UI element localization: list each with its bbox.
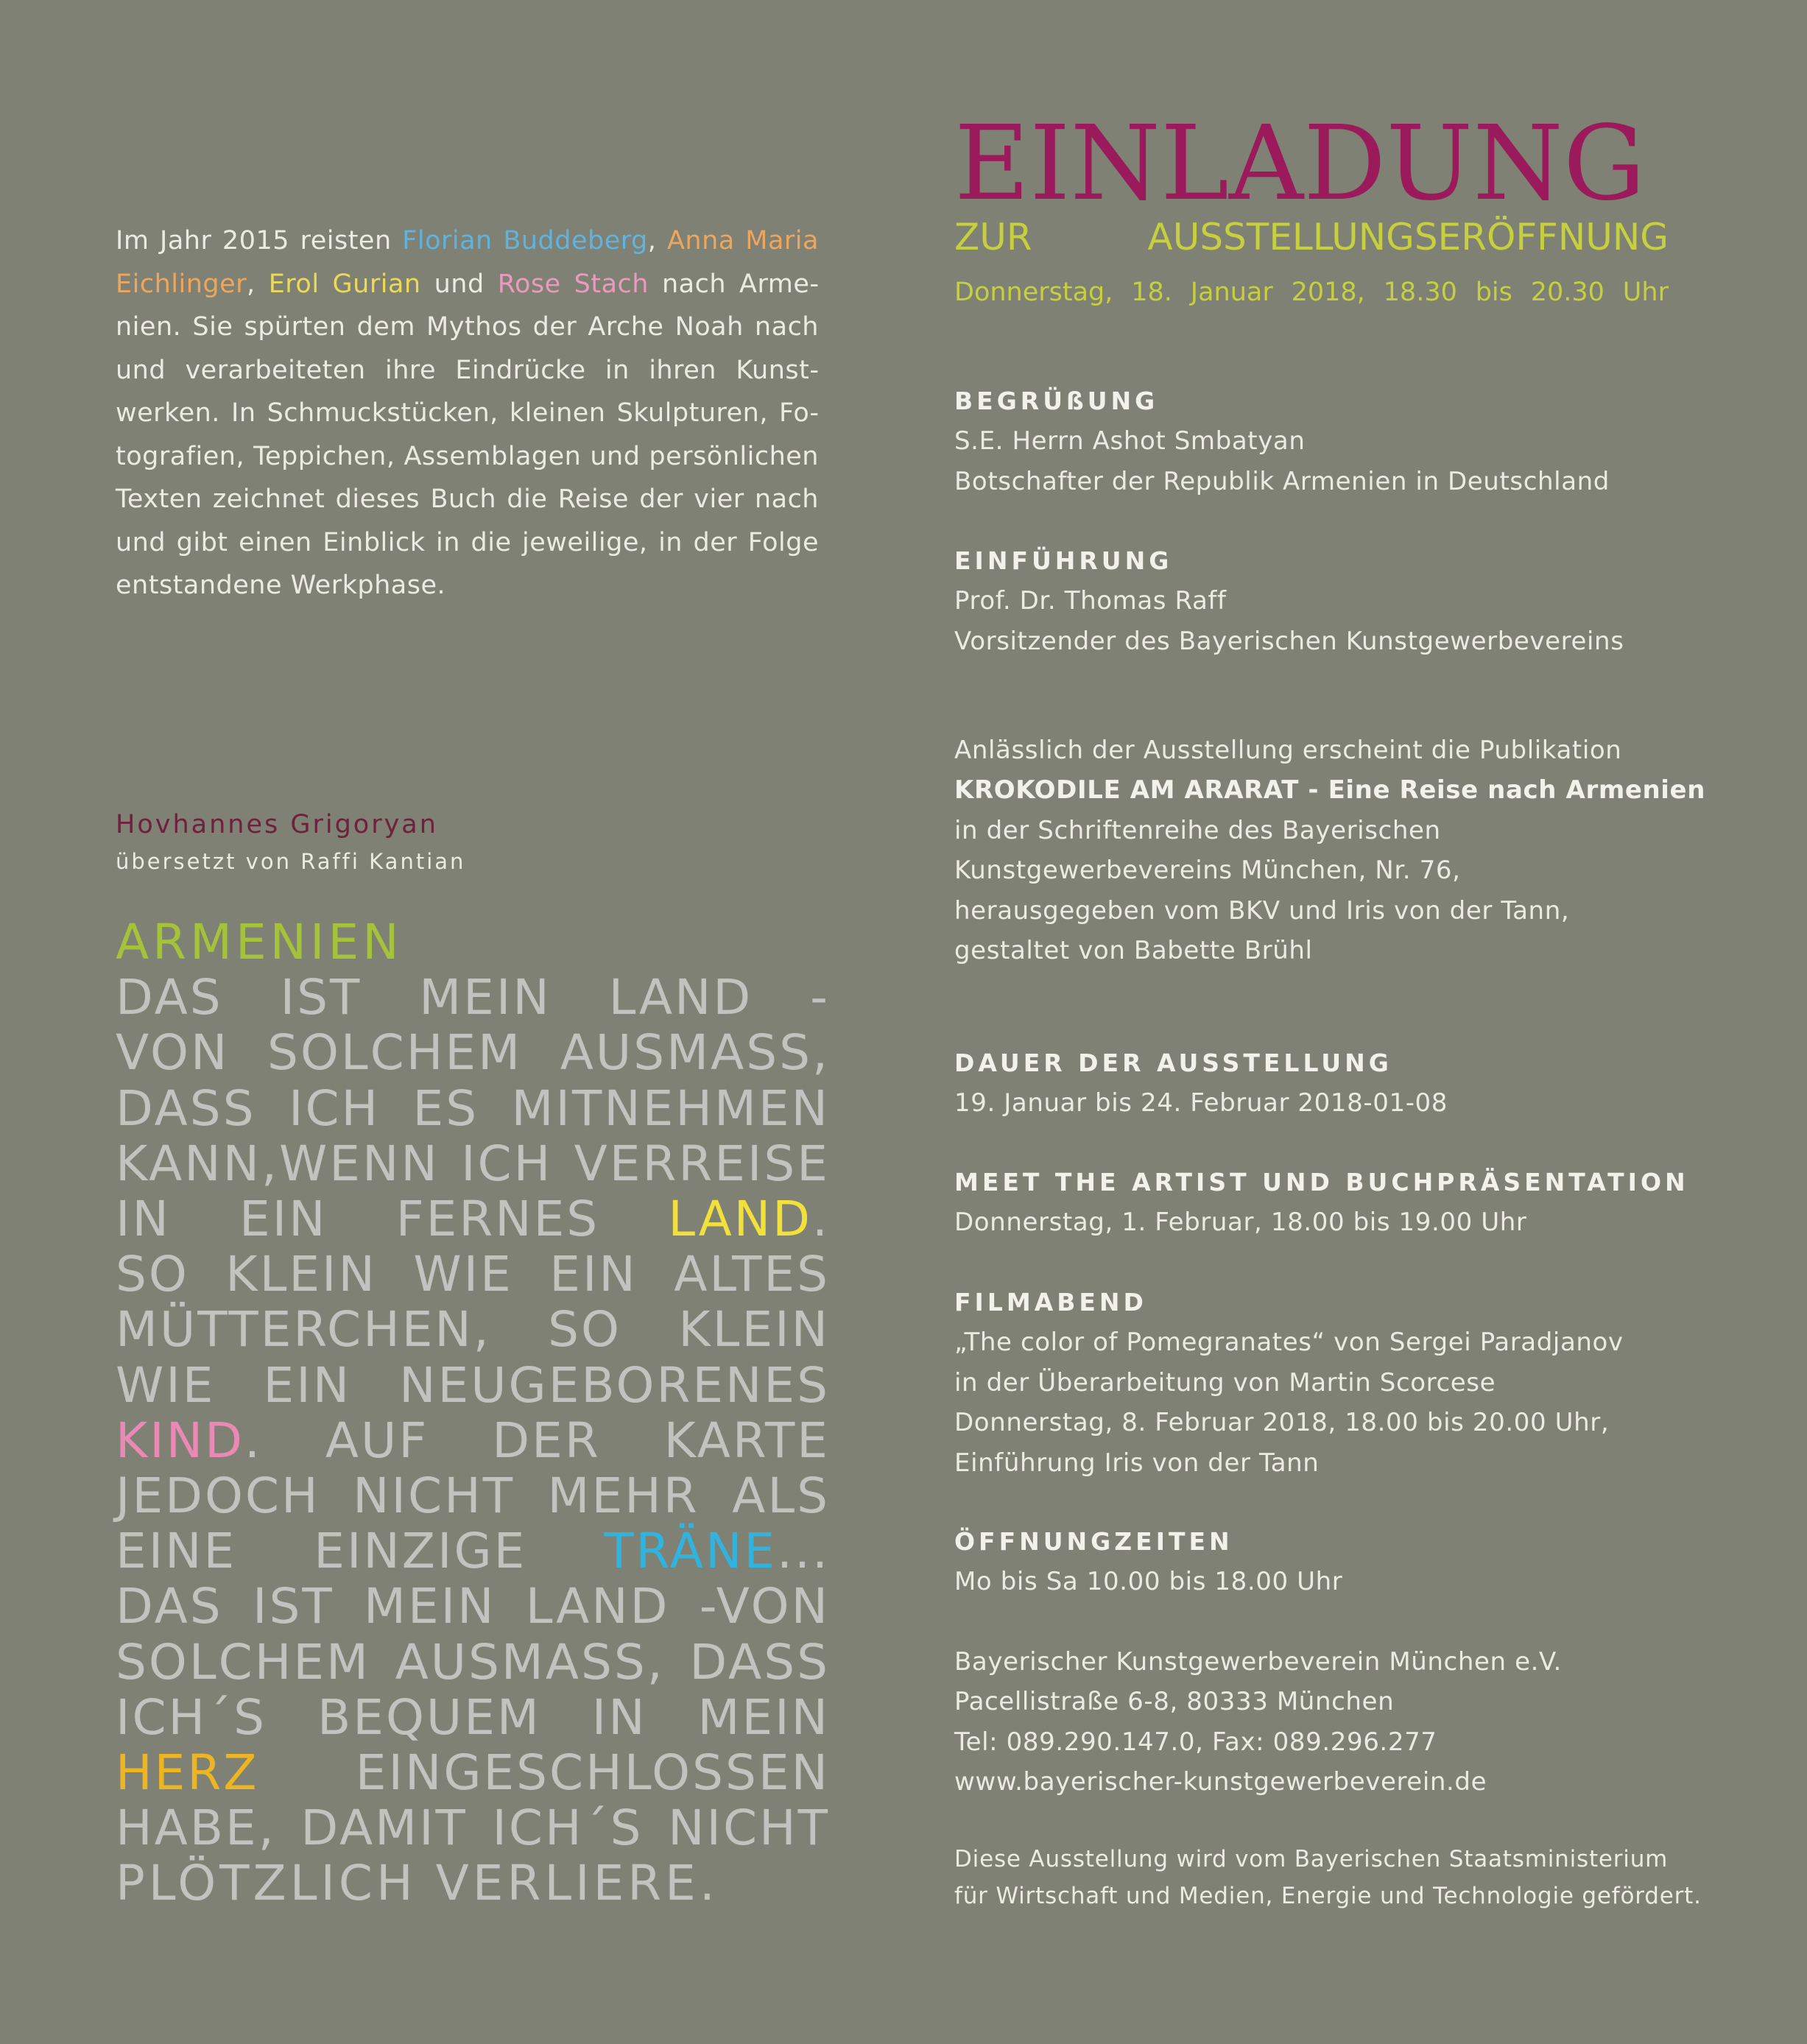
intro-text: , — [247, 269, 269, 299]
introduction-role: Vorsitzender des Bayerischen Kunstgewerbevereins — [954, 626, 1624, 656]
film-line: „The color of Pomegranates“ von Sergei Paradjanov — [954, 1328, 1624, 1358]
poem-line — [116, 1413, 830, 1468]
highlight-kind: KIND — [116, 1412, 244, 1469]
artist-name-florian: Florian Buddeberg — [402, 226, 648, 256]
poem-line: MÜTTERCHEN, SO KLEIN — [116, 1301, 830, 1358]
meet-artist-date: Donnerstag, 1. Februar, 18.00 bis 19.00 Uhr — [954, 1208, 1527, 1238]
intro-text: und — [420, 269, 498, 299]
section-heading: MEET THE ARTIST UND BUCHPRÄSENTATION — [954, 1168, 1689, 1197]
poem-line: DASS ICH ES MITNEHMEN — [116, 1079, 830, 1137]
publication-title: KROKODILE AM ARARAT - Eine Reise nach Armenien — [954, 775, 1706, 806]
poem-text: ... — [777, 1523, 830, 1580]
opening-date: Donnerstag, 18. Januar 2018, 18.30 bis 20.30 Uhr — [954, 278, 1669, 307]
film-section — [954, 1283, 1691, 1483]
meet-artist-section — [954, 1163, 1691, 1243]
introduction-name: Prof. Dr. Thomas Raff — [954, 586, 1227, 616]
greeting-name: S.E. Herrn Ashot Smbatyan — [954, 426, 1306, 457]
poem-line: HABE, DAMIT ICH´S NICHT — [116, 1800, 830, 1857]
duration-dates: 19. Januar bis 24. Februar 2018-01-08 — [954, 1088, 1448, 1118]
poem-line: DAS IST MEIN LAND -VON — [116, 1578, 830, 1635]
intro-paragraph — [116, 219, 819, 607]
poem-text: . — [812, 1191, 830, 1248]
film-line: in der Überarbeitung von Martin Scorcese — [954, 1367, 1496, 1398]
street-address: Pacellistraße 6-8, 80333 München — [954, 1687, 1395, 1717]
opening-hours-section — [954, 1522, 1691, 1602]
section-heading: EINFÜHRUNG — [954, 546, 1173, 575]
poem-text: EINE EINZIGE — [116, 1523, 605, 1580]
intro-text: Im Jahr 2015 reisten — [116, 226, 403, 256]
poem-line: DAS IST MEIN LAND - — [116, 969, 830, 1026]
duration-section — [954, 1043, 1691, 1124]
poem-line — [116, 1745, 830, 1800]
section-heading: FILMABEND — [954, 1288, 1147, 1317]
poem-line: ICH´S BEQUEM IN MEIN — [116, 1688, 830, 1746]
film-line: Einführung Iris von der Tann — [954, 1448, 1320, 1478]
publication-section — [954, 730, 1706, 970]
section-heading: ÖFFNUNGZEITEN — [954, 1527, 1233, 1556]
poem-line — [116, 1523, 830, 1579]
website-link[interactable]: www.bayerischer-kunstgewerbeverein.de — [954, 1767, 1487, 1797]
intro-text: nach Armenien. Sie spürten dem Mythos der Arche Noah nach und verarbeiteten ihre Eindrücke in ihren Kunstwerken. In Schmuckstücken, kleinen Skulpturen, Fotografien, Teppichen, Assemblagen und persönlichen Texten zeichnet dieses Buch die Reise der vier nach und gibt einen Einblick in die jeweilige, in der Folge entstandene Werkphase. — [116, 269, 819, 600]
poem-line: PLÖTZLICH VERLIERE. — [116, 1855, 719, 1912]
publication-line: herausgegeben vom BKV und Iris von der Tann, — [954, 895, 1570, 926]
section-heading: BEGRÜßUNG — [954, 387, 1159, 415]
poem — [116, 914, 830, 1911]
section-heading: DAUER DER AUSSTELLUNG — [954, 1049, 1392, 1077]
sponsor-note — [954, 1841, 1702, 1914]
poem-line: SOLCHEM AUSMASS, DASS — [116, 1633, 830, 1691]
greeting-section — [954, 381, 1691, 501]
phone-fax: Tel: 089.290.147.0, Fax: 089.296.277 — [954, 1727, 1437, 1757]
poem-title: ARMENIEN — [116, 914, 403, 970]
poem-translator: übersetzt von Raffi Kantian — [116, 849, 466, 874]
poem-line: KANN,WENN ICH VERREISE — [116, 1135, 830, 1192]
film-line: Donnerstag, 8. Februar 2018, 18.00 bis 20.00 Uhr, — [954, 1408, 1610, 1438]
poem-text: EINGESCHLOSSEN — [258, 1744, 830, 1802]
poem-line: JEDOCH NICHT MEHR ALS — [116, 1467, 830, 1525]
greeting-role: Botschafter der Republik Armenien in Deutschland — [954, 466, 1610, 496]
highlight-herz: HERZ — [116, 1744, 259, 1802]
introduction-section — [954, 541, 1691, 661]
publication-line: in der Schriftenreihe des Bayerischen — [954, 815, 1441, 845]
publication-line: Anlässlich der Ausstellung erscheint die Publikation — [954, 736, 1622, 765]
poem-text: . AUF DER KARTE — [244, 1412, 830, 1469]
opening-hours: Mo bis Sa 10.00 bis 18.00 Uhr — [954, 1567, 1343, 1597]
sponsor-line: für Wirtschaft und Medien, Energie und Technologie gefördert. — [954, 1883, 1702, 1909]
poem-line — [116, 1191, 830, 1247]
artist-name-erol: Erol Gurian — [268, 269, 421, 299]
organization-name: Bayerischer Kunstgewerbeverein München e.V. — [954, 1647, 1562, 1677]
artist-name-anna: Anna Maria Eichlinger — [116, 226, 819, 299]
sponsor-line: Diese Ausstellung wird vom Bayerischen Staatsministerium — [954, 1846, 1669, 1872]
poem-author: Hovhannes Grigoryan — [116, 810, 438, 839]
publication-line: Kunstgewerbevereins München, Nr. 76, — [954, 856, 1461, 886]
artist-name-rose: Rose Stach — [497, 269, 649, 299]
page-subtitle: ZUR AUSSTELLUNGSERÖFFNUNG — [954, 216, 1669, 258]
highlight-land: LAND — [668, 1191, 813, 1248]
intro-text: , — [647, 226, 667, 256]
poem-line: VON SOLCHEM AUSMASS, — [116, 1024, 830, 1082]
highlight-traene: TRÄNE — [604, 1523, 778, 1580]
page-title: EINLADUNG — [954, 104, 1646, 224]
publication-line: gestaltet von Babette Brühl — [954, 936, 1313, 966]
address-section — [954, 1642, 1691, 1802]
poem-text: IN EIN FERNES — [116, 1191, 669, 1248]
poem-line: SO KLEIN WIE EIN ALTES — [116, 1246, 830, 1303]
poem-line: WIE EIN NEUGEBORENES — [116, 1356, 830, 1414]
